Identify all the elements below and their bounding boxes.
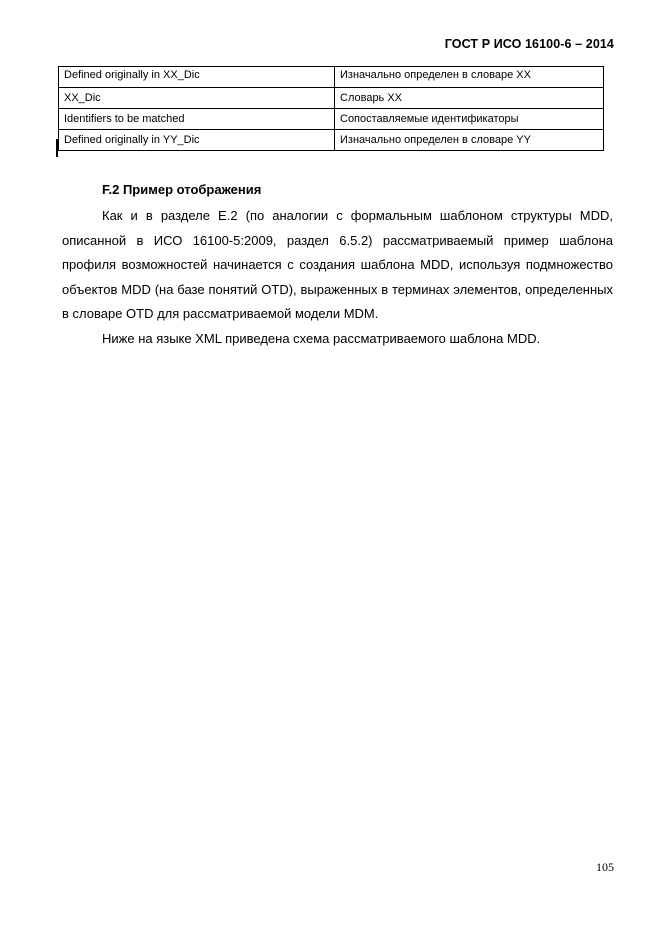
table-row [59, 67, 604, 88]
section-body [62, 204, 613, 351]
document-header-code: ГОСТ Р ИСО 16100-6 – 2014 [444, 37, 614, 51]
table-cell-en: Identifiers to be matched [59, 109, 335, 130]
table-cell-ru: Изначально определен в словаре YY [335, 130, 604, 151]
page-number: 105 [596, 860, 614, 874]
table-row [59, 130, 604, 151]
table-cell-en: Defined originally in YY_Dic [59, 130, 335, 151]
terms-table [58, 66, 604, 151]
table-edge-mark [56, 139, 58, 157]
table-cell-ru: Словарь XX [335, 88, 604, 109]
table-cell-en: XX_Dic [59, 88, 335, 109]
body-paragraph: Как и в разделе E.2 (по аналогии с формальным шаблоном структуры MDD, описанной в ИСО 16100-5:2009, раздел 6.5.2) рассматриваемый пример шаблона профиля возможностей начинается с создания шаблона MDD, используя подмножество объектов MDD (на базе понятий OTD), выраженных в терминах элементов, определенных в словаре OTD для рассматриваемой модели MDM. [62, 208, 613, 321]
table-row [59, 109, 604, 130]
table-cell-ru: Сопоставляемые идентификаторы [335, 109, 604, 130]
table-cell-ru: Изначально определен в словаре XX [335, 67, 604, 88]
table-row [59, 88, 604, 109]
body-paragraph: Ниже на языке XML приведена схема рассматриваемого шаблона MDD. [102, 330, 541, 346]
table-cell-en: Defined originally in XX_Dic [59, 67, 335, 88]
section-heading: F.2 Пример отображения [102, 182, 262, 197]
